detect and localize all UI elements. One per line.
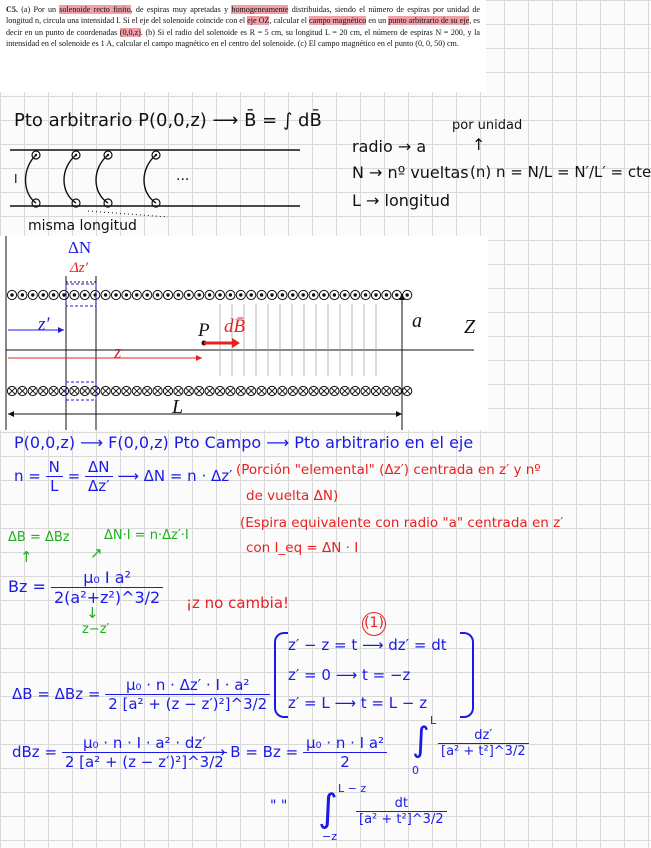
ditto-marks: " " [270,798,288,814]
wire-dot [396,294,398,296]
frac-dbz [62,734,227,771]
frac-num: dt [356,796,447,812]
problem-text: , calcular el [269,16,310,26]
wire-dot [208,294,210,296]
n-equation [14,458,233,495]
db-left: ΔB = ΔBz = [12,685,101,703]
integral-1-body [438,728,529,759]
wire-dot [104,294,106,296]
frac-dn-dz [85,458,113,495]
left-brace [274,632,288,718]
wire-cross [123,388,129,394]
wire-dot [375,294,377,296]
highlight: eje OZ [247,16,270,26]
wire-cross [206,388,212,394]
wire-cross [19,388,25,394]
frac-num: μ₀ I a² [51,568,163,588]
frac-num: μ₀ · n · I a² [303,734,387,753]
frac-den: [a² + t²]^3/2 [359,812,444,827]
integral-2-upper: L − z [338,782,367,795]
wire-dot [333,294,335,296]
problem-text: (a) Por un [17,5,60,14]
frac-num: μ₀ · n · Δz′ · I · a² [105,676,270,695]
problem-statement [0,0,486,92]
wire-dot [115,294,117,296]
integral-1-upper: L [430,714,437,727]
note-radio: radio → a [352,137,427,156]
wire-dot [167,294,169,296]
wire-dot [21,294,23,296]
wire-cross [258,388,264,394]
frac-int2 [356,796,447,827]
wire-cross [404,388,410,394]
wire-cross [217,388,223,394]
frac-num: μ₀ · n · I · a² · dz′ [62,734,227,753]
wire-dot [281,294,283,296]
green-note-dni: ΔN·I = n·Δz′·I [104,528,189,543]
wire-dot [344,294,346,296]
label-db: dB̄ [224,316,246,337]
label-length-l: L [172,396,184,418]
wire-dot [292,294,294,296]
wire-dot [323,294,325,296]
wire-cross [154,388,160,394]
wire-dot [52,294,54,296]
wire-cross [113,388,119,394]
sub-line-3: z′ = L ⟶ t = L − z [288,694,428,712]
wire-cross [9,388,15,394]
wire-dot [364,294,366,296]
frac-bz [51,568,163,607]
sketch-dots: ··· [176,172,190,188]
integral-sign-2: ∫ [318,786,338,830]
circled-number [362,612,386,636]
frac-den: 2 [340,753,350,771]
label-delta-z-prime: Δz′ [70,260,88,276]
bz-equation [8,568,163,607]
wire-dot [385,294,387,296]
wire-dot [32,294,34,296]
wire-cross [186,388,192,394]
label-z-prime: z′ [38,314,50,335]
frac-int1 [438,728,529,759]
n-eq-left: n = [14,467,41,485]
z-no-cambia: ¡z no cambia! [186,594,290,612]
highlight: campo magnético [309,16,367,26]
note-pto-arbitrario: Pto arbitrario P(0,0,z) ⟶ B̄ = ∫ dB̄ [14,110,322,131]
integral-2-lower: −z [322,830,337,843]
wire-dot [198,294,200,296]
wire-dot [229,294,231,296]
note-l-longitud: L → longitud [352,191,451,210]
wire-dot [136,294,138,296]
frac-n-l [46,458,63,495]
wire-cross [394,388,400,394]
frac-den: 2 [a² + (z − z′)²]^3/2 [108,695,268,713]
wire-dot [11,294,13,296]
note-n-vueltas: N → nº vueltas [352,163,469,182]
dbz-equation [12,734,227,771]
frac-den: 2(a²+z²)^3/2 [53,588,161,607]
frac-db [105,676,270,713]
wire-cross [40,388,46,394]
frac-den: [a² + t²]^3/2 [441,744,526,759]
b-equation [204,734,387,771]
wire-dot [63,294,65,296]
wire-cross [144,388,150,394]
wire-cross [82,388,88,394]
label-radius-a: a [412,310,422,332]
note-por-unidad: por unidad [452,118,523,133]
green-note-z-zp: z−z′ [82,622,110,637]
frac-den: Δz′ [88,477,110,495]
wire-dot [146,294,148,296]
green-arrow-icon: ↗ [90,544,103,562]
red-note-2a: (Espira equivalente con radio "a" centrada en z′ [240,515,564,531]
dbz-left: dBz = [12,743,58,761]
solenoid-figure [0,236,488,430]
wire-cross [134,388,140,394]
b-eq-left: ⟶ B = Bz = [204,743,299,761]
wire-cross [300,388,306,394]
n-result: ⟶ ΔN = n · Δz′ [117,467,233,485]
frac-den: 2 [a² + (z − z′)²]^3/2 [64,753,224,771]
bz-left: Bz = [8,577,46,596]
wire-dot [125,294,127,296]
right-brace [460,632,474,718]
work-line-1: P(0,0,z) ⟶ F(0,0,z) Pto Campo ⟶ Pto arbitrario en el eje [14,433,474,452]
wire-dot [219,294,221,296]
highlight: homogeneamente [231,5,289,14]
delta-b-equation [12,676,270,713]
wire-cross [352,388,358,394]
wire-cross [342,388,348,394]
integral-1-lower: 0 [412,764,419,777]
highlight: solenoide recto finito [59,5,131,14]
wire-dot [260,294,262,296]
red-note-1a: (Porción "elemental" (Δz′) centrada en z′ y nº [236,462,541,478]
wire-cross [50,388,56,394]
n-eq-mid: = [67,467,81,485]
frac-den: L [50,477,59,495]
wire-cross [248,388,254,394]
frac-b [303,734,387,771]
red-note-2b: con I_eq = ΔN · I [246,540,359,556]
wire-dot [73,294,75,296]
problem-text: , de espiras muy apretadas y [130,5,232,14]
problem-text: . (b) Si el radio del solenoide es R = 5 cm, su longitud L = 20 cm, el número de espiras N = 200, y la intensidad en el solenoide es 1 A, calcular el campo magnético en el centro del solenoide. (c) El campo magnético en el punto (0, 0, 50) cm. [6,27,480,49]
wire-cross [290,388,296,394]
green-up-arrow-icon: ↑ [20,548,33,566]
frac-num: ΔN [85,458,113,477]
green-down-arrow-icon: ↓ [86,604,99,622]
wire-cross [321,388,327,394]
label-z: z [114,342,122,363]
highlight: punto arbitrario de su eje [388,16,470,26]
wire-dot [84,294,86,296]
wire-cross [362,388,368,394]
wire-dot [188,294,190,296]
note-n-def: (n) n = N/L = N′/L′ = cte [470,163,651,181]
up-arrow-icon: ↑ [472,135,486,154]
wire-dot [302,294,304,296]
wire-cross [310,388,316,394]
wire-cross [196,388,202,394]
sub-line-2: z′ = 0 ⟶ t = −z [288,666,411,684]
wire-dot [406,294,408,296]
frac-num: N [46,458,63,477]
wire-cross [373,388,379,394]
red-note-1b: de vuelta ΔN) [246,488,339,504]
wire-cross [383,388,389,394]
wire-cross [238,388,244,394]
wire-cross [92,388,98,394]
wire-cross [269,388,275,394]
integral-2-body [356,796,447,827]
wire-dot [250,294,252,296]
wire-cross [165,388,171,394]
wire-cross [331,388,337,394]
problem-text: , es decir en un punto de coordenadas [6,16,480,37]
wire-dot [312,294,314,296]
wire-cross [102,388,108,394]
wire-dot [156,294,158,296]
wire-dot [240,294,242,296]
label-axis-z: Z [464,316,476,338]
green-note-db: ΔB = ΔBz [8,530,70,545]
label-point-p: P [198,320,210,341]
wire-cross [279,388,285,394]
wire-dot [42,294,44,296]
problem-text: en un [366,16,389,26]
wire-dot [177,294,179,296]
integral-sign-1: ∫ [412,720,430,760]
note-misma-longitud: misma longitud [28,218,137,234]
problem-text: distribuidas, siendo el número de espiras por unidad de longitud n, circula una intensidad I. Si el eje del solenoide coincide con el [6,5,480,26]
solenoid-sketch [8,143,308,223]
wire-dot [354,294,356,296]
circled-one: (1) [362,612,386,636]
wire-cross [227,388,233,394]
highlight: (0,0,z) [119,27,141,37]
wire-cross [30,388,36,394]
frac-num: dz′ [438,728,529,744]
label-delta-n: ΔN [68,238,92,257]
sketch-current-label: I [14,172,18,186]
wire-cross [175,388,181,394]
wire-cross [71,388,77,394]
sub-line-1: z′ − z = t ⟶ dz′ = dt [288,636,447,654]
problem-number: C5. [6,5,18,14]
wire-dot [271,294,273,296]
